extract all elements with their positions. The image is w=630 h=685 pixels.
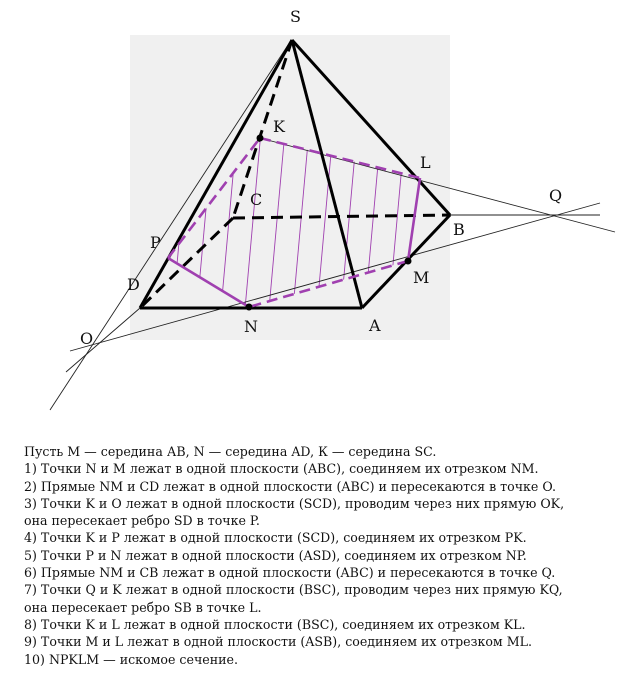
point-M-marker	[405, 258, 412, 265]
label-Q: Q	[549, 186, 563, 205]
label-S: S	[290, 7, 301, 26]
label-P: P	[150, 233, 161, 252]
solution-line: 9) Точки M и L лежат в одной плоскости (ASB), соединяем их отрезком ML.	[24, 634, 532, 650]
solution-line: 8) Точки K и L лежат в одной плоскости (BSC), соединяем их отрезком KL.	[24, 616, 526, 632]
solution-line: 10) NPKLM — искомое сечение.	[24, 651, 238, 667]
solution-line: 4) Точки K и P лежат в одной плоскости (SCD), соединяем их отрезком PK.	[24, 530, 527, 546]
solution-line: 6) Прямые NM и CB лежат в одной плоскости (ABC) и пересекаются в точке Q.	[24, 565, 556, 581]
solution-line: 7) Точки Q и K лежат в одной плоскости (BSC), проводим через них прямую KQ,	[24, 582, 563, 598]
solution-line: 1) Точки N и M лежат в одной плоскости (ABC), соединяем их отрезком NM.	[24, 461, 539, 477]
point-N-marker	[246, 304, 253, 311]
label-D: D	[127, 275, 140, 294]
label-L: L	[420, 153, 431, 172]
solution-line: 2) Прямые NM и CD лежат в одной плоскости (ABC) и пересекаются в точке O.	[24, 478, 556, 494]
solution-line: она пересекает ребро SD в точке P.	[24, 513, 260, 529]
solution-line: 3) Точки K и O лежат в одной плоскости (SCD), проводим через них прямую OK,	[24, 495, 565, 511]
label-M: M	[413, 268, 430, 287]
label-N: N	[244, 317, 258, 336]
point-K-marker	[257, 135, 264, 142]
line-DO	[66, 308, 140, 372]
solution-line: Пусть М — середина АВ, N — середина AD, К — середина SC.	[24, 444, 437, 459]
label-A: A	[369, 316, 381, 335]
label-B: B	[453, 220, 465, 239]
solution-text	[24, 443, 624, 668]
solution-line: 5) Точки P и N лежат в одной плоскости (ASD), соединяем их отрезком NP.	[24, 547, 527, 563]
label-C: C	[250, 190, 263, 209]
solution-line: она пересекает ребро SB в точке L.	[24, 599, 262, 615]
label-K: K	[273, 117, 285, 136]
label-O: O	[80, 329, 94, 348]
